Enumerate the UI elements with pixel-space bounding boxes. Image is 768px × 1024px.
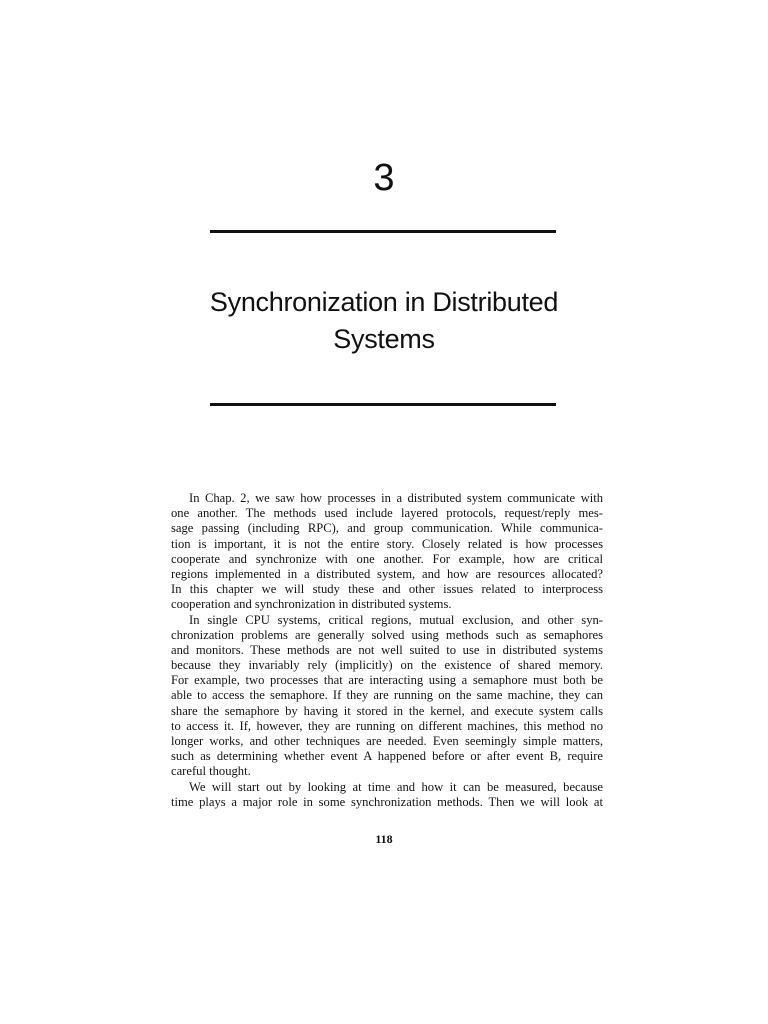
body-text bbox=[171, 491, 603, 810]
bottom-rule bbox=[210, 403, 556, 406]
text-line: and monitors. These methods are not well suited to use in distributed systems bbox=[171, 642, 603, 657]
chapter-title-line-1: Synchronization in Distributed bbox=[209, 287, 559, 317]
chapter-title-line-2: Systems bbox=[333, 324, 435, 354]
text-line: In single CPU systems, critical regions, mutual exclusion, and other syn- bbox=[189, 612, 603, 627]
text-line: We will start out by looking at time and how it can be measured, because bbox=[189, 779, 603, 794]
top-rule bbox=[210, 230, 556, 233]
text-line: cooperation and synchronization in distributed systems. bbox=[171, 597, 452, 612]
text-line: In Chap. 2, we saw how processes in a distributed system communicate with bbox=[189, 491, 603, 505]
page-number: 118 bbox=[375, 832, 393, 846]
text-line: sage passing (including RPC), and group communication. While communica- bbox=[171, 521, 603, 536]
chapter-number: 3 bbox=[373, 157, 395, 199]
text-line: to access it. If, however, they are running on different machines, this method no bbox=[171, 718, 603, 733]
text-line: tion is important, it is not the entire story. Closely related is how processes bbox=[171, 536, 603, 551]
text-line: because they invariably rely (implicitly) on the existence of shared memory. bbox=[171, 658, 603, 673]
chapter-title bbox=[150, 284, 618, 358]
text-line: In this chapter we will study these and other issues related to interprocess bbox=[171, 582, 603, 597]
text-line: one another. The methods used include layered protocols, request/reply mes- bbox=[171, 506, 603, 521]
text-line: such as determining whether event A happened before or after event B, require bbox=[171, 749, 603, 764]
text-line: chronization problems are generally solved using methods such as semaphores bbox=[171, 627, 603, 642]
text-line: longer works, and other techniques are needed. Even seemingly simple matters, bbox=[171, 734, 603, 748]
text-line: cooperate and synchronize with one another. For example, how are critical bbox=[171, 551, 603, 566]
text-line: share the semaphore by having it stored in the kernel, and execute system calls bbox=[171, 703, 603, 718]
text-line: time plays a major role in some synchronization methods. Then we will look at bbox=[171, 794, 603, 809]
text-line: able to access the semaphore. If they are running on the same machine, they can bbox=[171, 688, 603, 703]
text-line: regions implemented in a distributed system, and how are resources allocated? bbox=[171, 566, 603, 581]
text-line: For example, two processes that are interacting using a semaphore must both be bbox=[171, 673, 603, 688]
text-line: careful thought. bbox=[171, 764, 251, 779]
